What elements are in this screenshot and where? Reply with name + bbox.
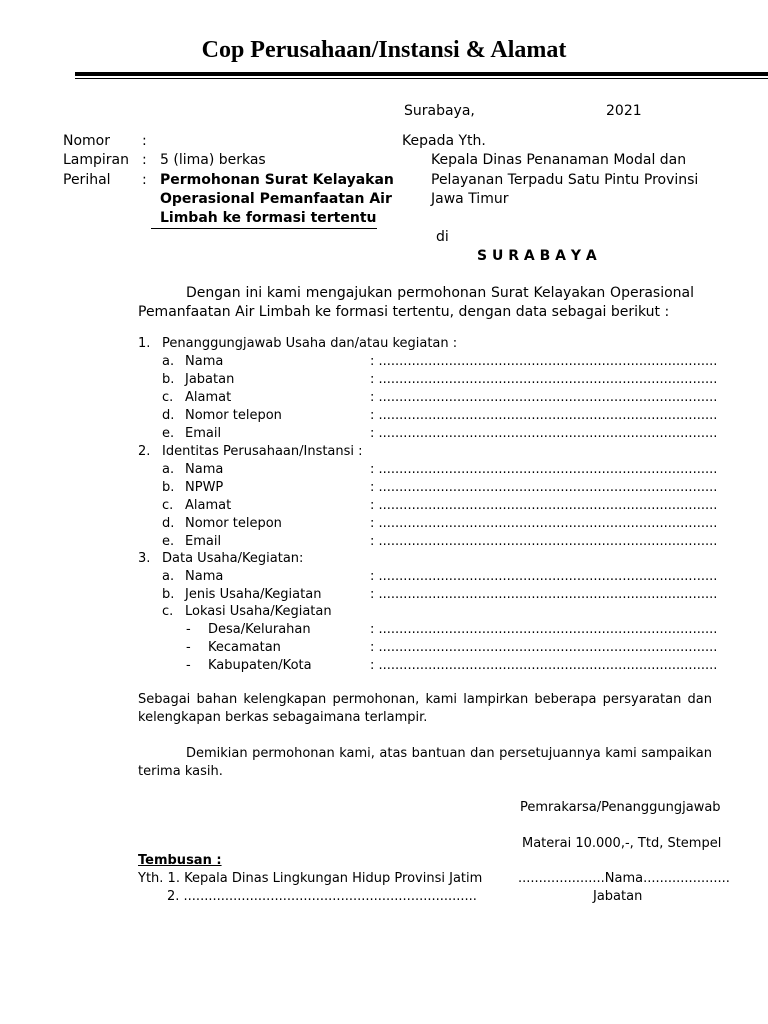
fill-in-dots: : .................................................................................. xyxy=(370,408,718,423)
signature-stamp: Materai 10.000,-, Ttd, Stempel xyxy=(522,836,722,851)
perihal-line-1: Permohonan Surat Kelayakan xyxy=(160,172,394,188)
fill-in-dots: : .................................................................................. xyxy=(370,640,718,655)
item-letter: a. xyxy=(162,462,175,477)
item-label: Lokasi Usaha/Kegiatan xyxy=(185,604,332,619)
item-letter: c. xyxy=(162,498,174,513)
recipient-line-1: Kepala Dinas Penanaman Modal dan xyxy=(431,152,687,168)
item-label: Email xyxy=(185,534,222,549)
fill-in-dots: : .................................................................................. xyxy=(370,658,718,673)
sub-item-bullet: - xyxy=(186,658,191,673)
section-heading: Identitas Perusahaan/Instansi : xyxy=(162,444,363,459)
fill-in-dots: : .................................................................................. xyxy=(370,534,718,549)
fill-in-dots: : .................................................................................. xyxy=(370,498,718,513)
signature-role: Pemrakarsa/Penanggungjawab xyxy=(520,800,721,815)
cc-line-2: 2. ....................................................................... xyxy=(167,889,477,904)
lampiran-colon: : xyxy=(142,152,147,168)
perihal-underline xyxy=(151,228,377,229)
item-letter: e. xyxy=(162,534,175,549)
fill-in-dots: : .................................................................................. xyxy=(370,426,718,441)
sub-item-bullet: - xyxy=(186,622,191,637)
closing-line-1: Demikian permohonan kami, atas bantuan dan persetujuannya kami sampaikan xyxy=(186,746,712,761)
item-label: Alamat xyxy=(185,390,232,405)
item-label: Nama xyxy=(185,462,224,477)
cc-line-1: Yth. 1. Kepala Dinas Lingkungan Hidup Provinsi Jatim xyxy=(138,871,483,886)
item-letter: d. xyxy=(162,516,175,531)
item-label: Nomor telepon xyxy=(185,516,282,531)
place-city: Surabaya, xyxy=(404,103,475,119)
fill-in-dots: : .................................................................................. xyxy=(370,354,718,369)
section-number: 1. xyxy=(138,336,151,351)
sub-item-label: Desa/Kelurahan xyxy=(208,622,311,637)
item-letter: c. xyxy=(162,390,174,405)
item-letter: a. xyxy=(162,354,175,369)
letterhead-title: Cop Perusahaan/Instansi & Alamat xyxy=(201,37,567,63)
nomor-colon: : xyxy=(142,133,147,149)
fill-in-dots: : .................................................................................. xyxy=(370,569,718,584)
letterhead-rule-thin xyxy=(75,78,768,79)
item-letter: e. xyxy=(162,426,175,441)
section-number: 3. xyxy=(138,551,151,566)
item-label: Jabatan xyxy=(185,372,235,387)
recipient-salutation: Kepada Yth. xyxy=(402,133,486,149)
section-heading: Penanggungjawab Usaha dan/atau kegiatan : xyxy=(162,336,458,351)
place-year: 2021 xyxy=(606,103,642,119)
item-letter: c. xyxy=(162,604,174,619)
fill-in-dots: : .................................................................................. xyxy=(370,587,718,602)
item-label: Nama xyxy=(185,354,224,369)
recipient-line-3: Jawa Timur xyxy=(431,191,509,207)
perihal-line-2: Operasional Pemanfaatan Air xyxy=(160,191,392,207)
recipient-di: di xyxy=(436,229,449,245)
item-label: Nama xyxy=(185,569,224,584)
attachment-line-2: kelengkapan berkas sebagaimana terlampir. xyxy=(138,710,428,725)
section-heading: Data Usaha/Kegiatan: xyxy=(162,551,304,566)
item-letter: d. xyxy=(162,408,175,423)
signature-name-line: .....................Nama..................... xyxy=(518,871,730,886)
sub-item-bullet: - xyxy=(186,640,191,655)
nomor-label: Nomor xyxy=(63,133,110,149)
recipient-city: S U R A B A Y A xyxy=(477,248,597,264)
item-letter: b. xyxy=(162,372,175,387)
item-label: Alamat xyxy=(185,498,232,513)
item-label: NPWP xyxy=(185,480,224,495)
sub-item-label: Kabupaten/Kota xyxy=(208,658,312,673)
fill-in-dots: : .................................................................................. xyxy=(370,516,718,531)
lampiran-value: 5 (lima) berkas xyxy=(160,152,266,168)
fill-in-dots: : .................................................................................. xyxy=(370,372,718,387)
fill-in-dots: : .................................................................................. xyxy=(370,390,718,405)
closing-line-2: terima kasih. xyxy=(138,764,223,779)
attachment-line-1: Sebagai bahan kelengkapan permohonan, kami lampirkan beberapa persyaratan dan xyxy=(138,692,712,707)
item-label: Nomor telepon xyxy=(185,408,282,423)
intro-line-1: Dengan ini kami mengajukan permohonan Surat Kelayakan Operasional xyxy=(186,285,694,301)
item-letter: a. xyxy=(162,569,175,584)
item-letter: b. xyxy=(162,480,175,495)
cc-heading: Tembusan : xyxy=(138,853,222,868)
sub-item-label: Kecamatan xyxy=(208,640,281,655)
item-letter: b. xyxy=(162,587,175,602)
letterhead-rule-thick xyxy=(75,72,768,76)
fill-in-dots: : .................................................................................. xyxy=(370,462,718,477)
perihal-colon: : xyxy=(142,172,147,188)
fill-in-dots: : .................................................................................. xyxy=(370,480,718,495)
perihal-line-3: Limbah ke formasi tertentu xyxy=(160,210,377,226)
perihal-label: Perihal xyxy=(63,172,111,188)
item-label: Email xyxy=(185,426,222,441)
signature-position: Jabatan xyxy=(593,889,643,904)
intro-line-2: Pemanfaatan Air Limbah ke formasi tertentu, dengan data sebagai berikut : xyxy=(138,304,670,320)
fill-in-dots: : .................................................................................. xyxy=(370,622,718,637)
lampiran-label: Lampiran xyxy=(63,152,130,168)
section-number: 2. xyxy=(138,444,151,459)
recipient-line-2: Pelayanan Terpadu Satu Pintu Provinsi xyxy=(431,172,699,188)
item-label: Jenis Usaha/Kegiatan xyxy=(185,587,322,602)
